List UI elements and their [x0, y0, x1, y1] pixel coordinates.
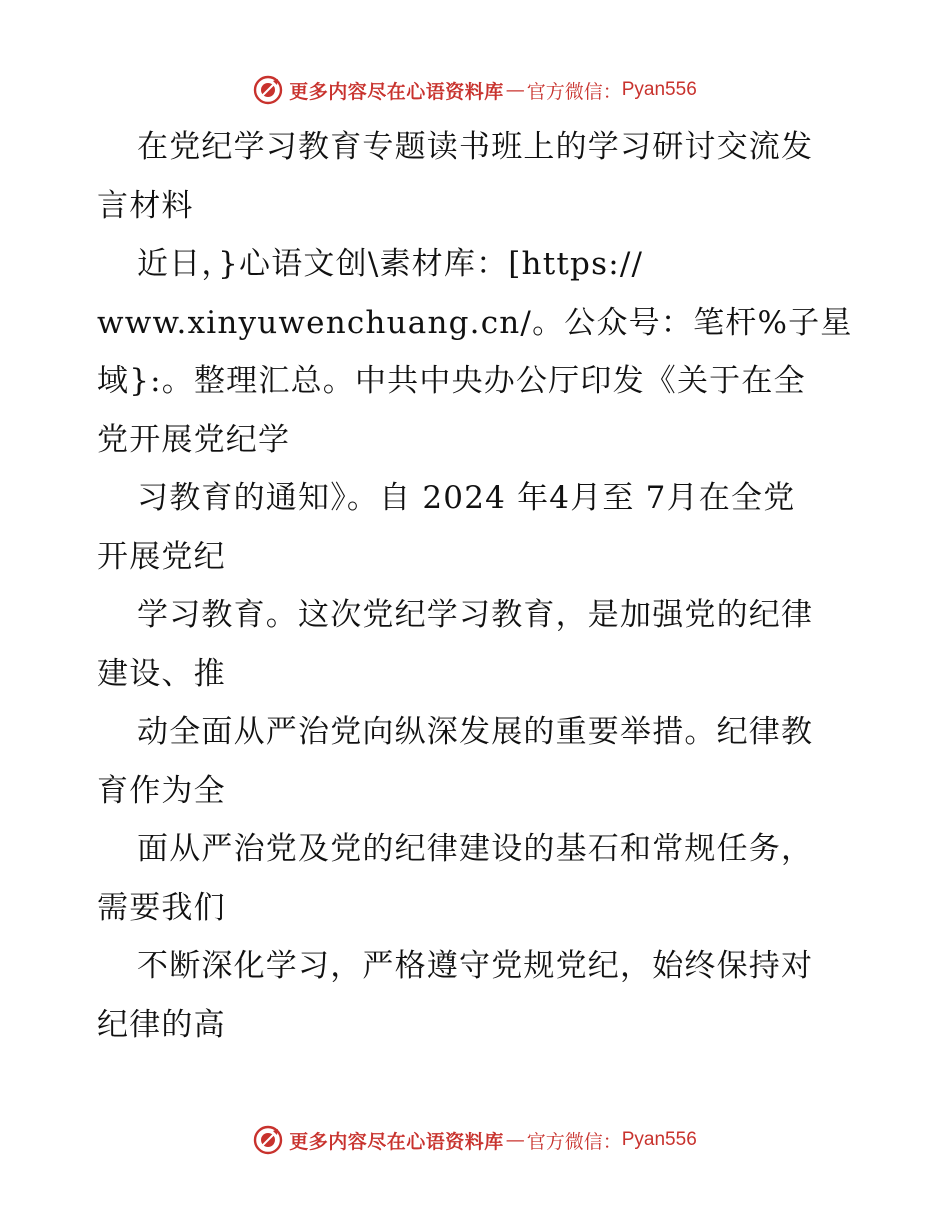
quill-emblem-icon: [253, 1125, 283, 1155]
paragraph-line: 不断深化学习，严格遵守党规党纪，始终保持对: [137, 948, 814, 984]
paragraph-line: 党开展党纪学: [97, 421, 291, 458]
paragraph-line: 动全面从严治党向纵深发展的重要举措。纪律教: [137, 714, 814, 750]
paragraph-line: 开展党纪: [97, 538, 226, 575]
footer-banner: [0, 1120, 950, 1160]
paragraph-line: 建设、推: [97, 655, 226, 692]
document-body: [97, 118, 857, 1054]
footer-official-label: 官方微信：: [526, 1130, 622, 1153]
header-dash: —: [505, 79, 525, 101]
paragraph-line: 近日，}心语文创\素材库：[https://: [137, 246, 644, 282]
footer-wechat-id: Pyan556: [621, 1129, 697, 1150]
paragraph-line: www.xinyuwenchuang.cn/。公众号：笔杆%子星: [97, 304, 853, 341]
header-banner: [0, 70, 950, 110]
paragraph-line: 习教育的通知》。自 2024 年4月至 7月在全党: [137, 480, 796, 516]
document-title-line-2: 言材料: [97, 187, 194, 224]
header-official-label: 官方微信：: [526, 80, 622, 103]
paragraph-line: 域}:。整理汇总。中共中央办公厅印发《关于在全: [97, 363, 806, 399]
header-wechat-id: Pyan556: [621, 79, 697, 100]
document-title-line-1: 在党纪学习教育专题读书班上的学习研讨交流发: [137, 129, 814, 165]
quill-emblem-icon: [253, 75, 283, 105]
paragraph-line: 面从严治党及党的纪律建设的基石和常规任务，: [137, 831, 814, 867]
paragraph-line: 育作为全: [97, 772, 226, 809]
paragraph-line: 学习教育。这次党纪学习教育，是加强党的纪律: [137, 597, 814, 633]
header-promo-text: 更多内容尽在心语资料库: [289, 80, 504, 103]
footer-dash: —: [505, 1129, 525, 1151]
paragraph-line: 纪律的高: [97, 1006, 226, 1043]
paragraph-line: 需要我们: [97, 889, 226, 926]
footer-promo-text: 更多内容尽在心语资料库: [289, 1130, 504, 1153]
